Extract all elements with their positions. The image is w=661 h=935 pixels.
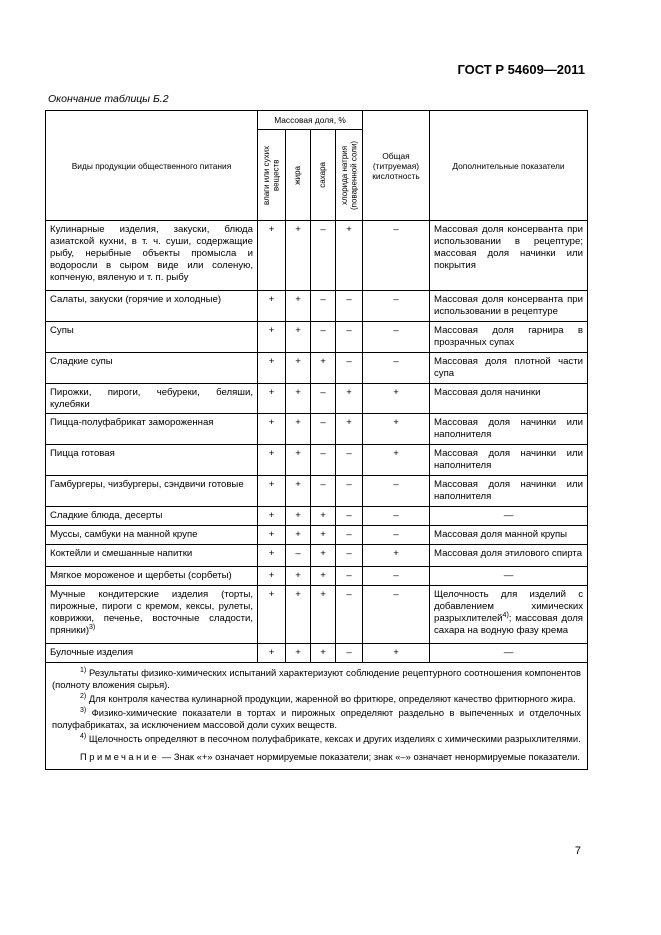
salt-cell: –: [336, 507, 363, 526]
product-name-cell: Салаты, закуски (горячие и холодные): [46, 291, 258, 322]
header-product: Виды продукции общественного питания: [46, 111, 258, 221]
moisture-cell: +: [258, 291, 286, 322]
extra-indicators-cell: Массовая доля этилового спирта: [430, 545, 588, 567]
fat-cell: +: [286, 644, 311, 663]
moisture-cell: +: [258, 644, 286, 663]
table-row: [46, 567, 588, 586]
extra-indicators-cell: Массовая доля манной крупы: [430, 526, 588, 545]
table-row: [46, 414, 588, 445]
moisture-cell: +: [258, 384, 286, 414]
table-row: [46, 476, 588, 507]
table-row: [46, 353, 588, 384]
footnotes: [46, 663, 588, 770]
sugar-cell: +: [311, 545, 336, 567]
fat-cell: +: [286, 414, 311, 445]
footnote-1: $^{1)}$ Результаты физико-химических испытаний характеризуют соблюдение рецептурного соотношения компонентов (полноту вложения сырья).: [52, 666, 582, 690]
table-row: [46, 507, 588, 526]
moisture-cell: +: [258, 545, 286, 567]
product-name-cell: Мучные кондитерские изделия (торты, пирожные, пироги с кремом, кексы, рулеты, коврижки, печенье, восточные сладости, пряники)$^{3)}$: [46, 586, 258, 644]
extra-indicators-cell: Массовая доля начинки или наполнителя: [430, 476, 588, 507]
fat-cell: +: [286, 353, 311, 384]
product-name-cell: Мягкое мороженое и щербеты (сорбеты): [46, 567, 258, 586]
moisture-cell: +: [258, 507, 286, 526]
footnote-2: $^{2)}$ Для контроля качества кулинарной продукции, жаренной во фритюре, определяют качество фритюрного жира.: [80, 692, 576, 704]
salt-cell: –: [336, 644, 363, 663]
salt-cell: –: [336, 545, 363, 567]
table-row: [46, 545, 588, 567]
acidity-cell: –: [363, 567, 430, 586]
extra-indicators-cell: Массовая доля консерванта при использовании в рецептуре: [430, 291, 588, 322]
acidity-cell: –: [363, 526, 430, 545]
footnote-4: $^{4)}$ Щелочность определяют в песочном полуфабрикате, кексах и других изделиях с химическими разрыхлителями.: [80, 732, 581, 744]
extra-indicators-cell: Массовая доля плотной части супа: [430, 353, 588, 384]
product-name-cell: Кулинарные изделия, закуски, блюда азиатской кухни, в т. ч. суши, содержащие рыбу, нерыбные объекты промысла и водоросли в сыром виде или соленую, копченую, вяленую и т. п. рыбу: [46, 221, 258, 291]
moisture-cell: +: [258, 414, 286, 445]
salt-cell: +: [336, 414, 363, 445]
acidity-cell: +: [363, 644, 430, 663]
fat-cell: +: [286, 291, 311, 322]
fat-cell: +: [286, 384, 311, 414]
sugar-cell: –: [311, 476, 336, 507]
moisture-cell: +: [258, 445, 286, 476]
product-name-cell: Супы: [46, 322, 258, 353]
extra-indicators-cell: —: [430, 567, 588, 586]
sugar-cell: +: [311, 353, 336, 384]
product-name-cell: Коктейли и смешанные напитки: [46, 545, 258, 567]
table-row: [46, 526, 588, 545]
requirements-table: [45, 110, 588, 770]
sugar-cell: –: [311, 291, 336, 322]
header-acidity: Общая (титруемая) кислотность: [363, 111, 430, 221]
acidity-cell: –: [363, 291, 430, 322]
extra-indicators-cell: Массовая доля консерванта при использовании в рецептуре; массовая доля начинки или покрытия: [430, 221, 588, 291]
acidity-cell: –: [363, 586, 430, 644]
acidity-cell: +: [363, 545, 430, 567]
moisture-cell: +: [258, 221, 286, 291]
fat-cell: +: [286, 445, 311, 476]
moisture-cell: +: [258, 526, 286, 545]
table-row: [46, 384, 588, 414]
extra-indicators-cell: Массовая доля начинки: [430, 384, 588, 414]
extra-indicators-cell: —: [430, 507, 588, 526]
product-name-cell: Пицца-полуфабрикат замороженная: [46, 414, 258, 445]
table-note: Примечание — Знак «+» означает нормируемые показатели; знак «–» означает ненормируемые показатели.: [80, 751, 580, 762]
salt-cell: +: [336, 221, 363, 291]
table-row: [46, 445, 588, 476]
extra-indicators-cell: Массовая доля гарнира в прозрачных супах: [430, 322, 588, 353]
acidity-cell: +: [363, 384, 430, 414]
salt-cell: –: [336, 567, 363, 586]
salt-cell: –: [336, 322, 363, 353]
acidity-cell: –: [363, 221, 430, 291]
footnote-3: $^{3)}$ Физико-химические показатели в тортах и пирожных определяют раздельно в выпеченных и отделочных полуфабрикатах, за исключением массовой доли сухих веществ.: [52, 706, 581, 730]
table-row: [46, 291, 588, 322]
moisture-cell: +: [258, 322, 286, 353]
salt-cell: –: [336, 586, 363, 644]
product-name-cell: Булочные изделия: [46, 644, 258, 663]
moisture-cell: +: [258, 353, 286, 384]
extra-indicators-cell: Массовая доля начинки или наполнителя: [430, 414, 588, 445]
header-extra: Дополнительные показатели: [430, 111, 588, 221]
fat-cell: +: [286, 476, 311, 507]
sugar-cell: +: [311, 507, 336, 526]
moisture-cell: +: [258, 586, 286, 644]
salt-cell: –: [336, 476, 363, 507]
salt-cell: –: [336, 353, 363, 384]
table-row: [46, 221, 588, 291]
product-name-cell: Пирожки, пироги, чебуреки, беляши, кулебяки: [46, 384, 258, 414]
salt-cell: –: [336, 445, 363, 476]
sugar-cell: –: [311, 322, 336, 353]
product-name-cell: Пицца готовая: [46, 445, 258, 476]
fat-cell: +: [286, 526, 311, 545]
extra-indicators-cell: Массовая доля начинки или наполнителя: [430, 445, 588, 476]
acidity-cell: –: [363, 507, 430, 526]
fat-cell: –: [286, 545, 311, 567]
salt-cell: –: [336, 526, 363, 545]
extra-indicators-cell: —: [430, 644, 588, 663]
header-salt: хлорида натрия (поваренной соли): [336, 130, 363, 221]
header-row-1: [46, 111, 588, 130]
moisture-cell: +: [258, 567, 286, 586]
product-name-cell: Сладкие супы: [46, 353, 258, 384]
fat-cell: +: [286, 322, 311, 353]
fat-cell: +: [286, 221, 311, 291]
product-name-cell: Гамбургеры, чизбургеры, сэндвичи готовые: [46, 476, 258, 507]
fat-cell: +: [286, 507, 311, 526]
sugar-cell: +: [311, 526, 336, 545]
table-row: [46, 586, 588, 644]
standard-designation: ГОСТ Р 54609—2011: [457, 62, 585, 77]
extra-indicators-cell: Щелочность для изделий с добавлением химических разрыхлителей$^{4)}$; массовая доля сахара на водную фазу крема: [430, 586, 588, 644]
sugar-cell: –: [311, 445, 336, 476]
acidity-cell: –: [363, 322, 430, 353]
acidity-cell: +: [363, 445, 430, 476]
page-number: 7: [574, 845, 581, 857]
header-sugar: сахара: [311, 130, 336, 221]
sugar-cell: –: [311, 221, 336, 291]
sugar-cell: +: [311, 586, 336, 644]
salt-cell: –: [336, 291, 363, 322]
header-moisture: влаги или сухих веществ: [258, 130, 286, 221]
acidity-cell: +: [363, 414, 430, 445]
product-name-cell: Муссы, самбуки на манной крупе: [46, 526, 258, 545]
salt-cell: +: [336, 384, 363, 414]
product-name-cell: Сладкие блюда, десерты: [46, 507, 258, 526]
moisture-cell: +: [258, 476, 286, 507]
acidity-cell: –: [363, 353, 430, 384]
sugar-cell: –: [311, 384, 336, 414]
sugar-cell: +: [311, 644, 336, 663]
fat-cell: +: [286, 586, 311, 644]
fat-cell: +: [286, 567, 311, 586]
header-mass-fraction: Массовая доля, %: [258, 111, 363, 130]
sugar-cell: +: [311, 567, 336, 586]
table-row: [46, 322, 588, 353]
header-fat: жира: [286, 130, 311, 221]
acidity-cell: –: [363, 476, 430, 507]
sugar-cell: –: [311, 414, 336, 445]
table-caption: Окончание таблицы Б.2: [48, 93, 169, 105]
table-row: [46, 644, 588, 663]
